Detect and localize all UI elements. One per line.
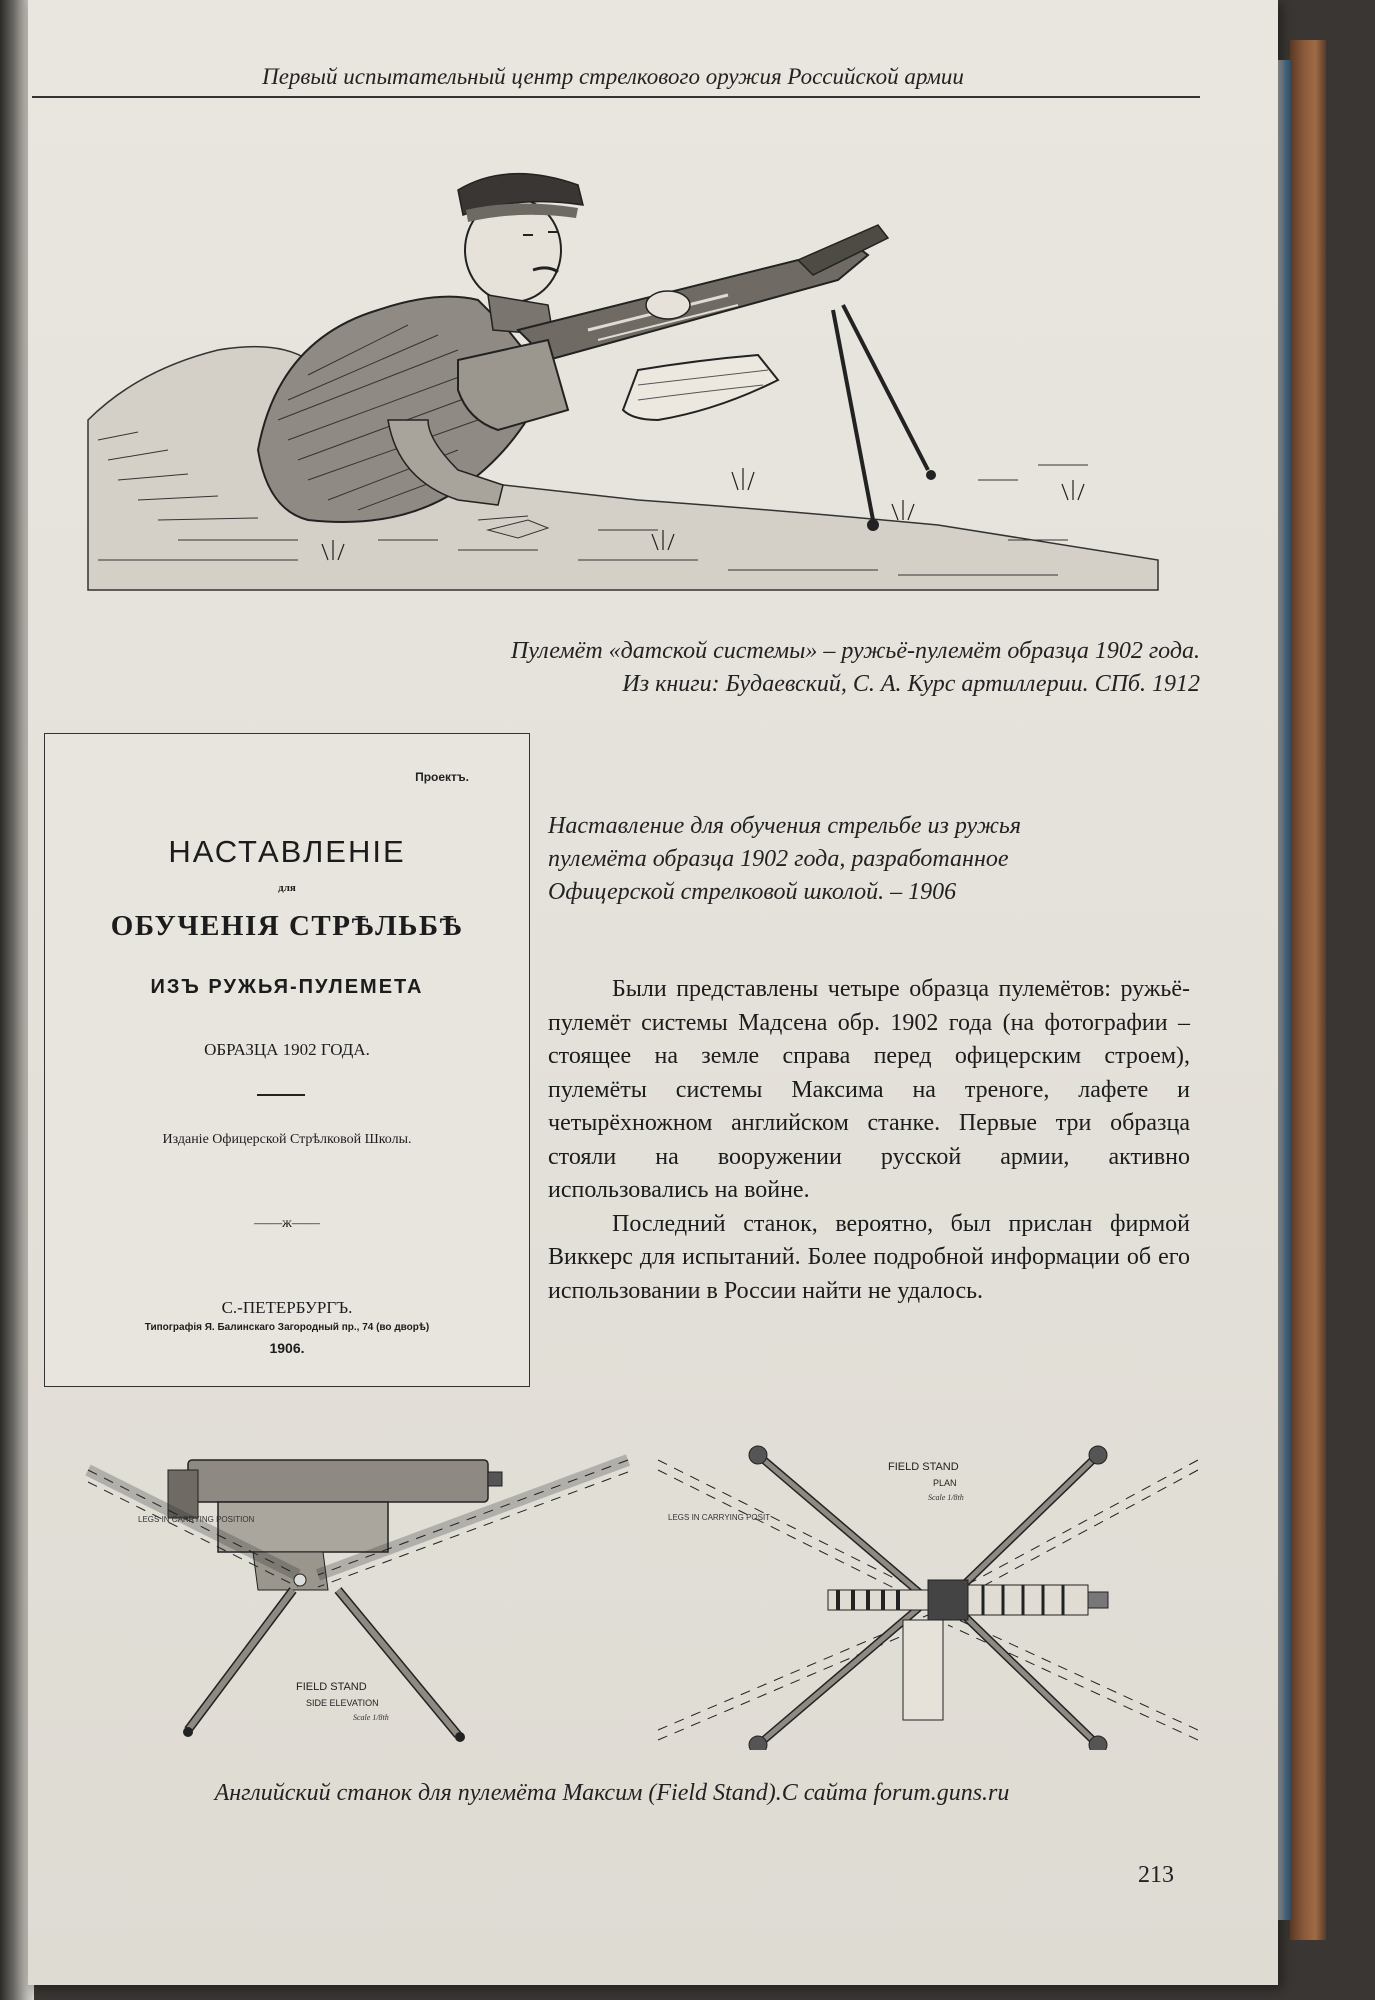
body-text xyxy=(548,973,1190,1308)
cover-year: 1906. xyxy=(269,1340,305,1356)
cover-publisher: Изданіе Офицерской Стрѣлковой Школы. xyxy=(162,1132,412,1147)
right-label-1: FIELD STAND xyxy=(888,1461,959,1473)
manual-caption-line2: пулемёта образца 1902 года, разработанное xyxy=(548,846,1009,872)
left-label-1: FIELD STAND xyxy=(296,1681,367,1693)
top-figure-caption xyxy=(200,635,1200,701)
top-caption-line1: Пулемёт «датской системы» – ружьё-пулемёт образца 1902 года. xyxy=(510,638,1200,664)
manual-caption xyxy=(548,810,1148,909)
bottom-figure-caption: Английский станок для пулемёта Максим (Field Stand).С сайта forum.guns.ru xyxy=(214,1780,1010,1806)
cover-title-line2: для xyxy=(278,882,296,894)
manual-caption-line1: Наставление для обучения стрельбе из ружья xyxy=(548,813,1021,839)
cover-printer: Типографія Я. Балинскаго Загородный пр., 74 (во дворѣ) xyxy=(144,1322,430,1333)
manual-title-page xyxy=(44,733,530,1387)
top-caption-line2: Из книги: Будаевский, С. А. Курс артиллерии. СПб. 1912 xyxy=(622,671,1200,697)
left-label-2: SIDE ELEVATION xyxy=(306,1698,379,1708)
right-scale: Scale 1/8th xyxy=(928,1493,964,1502)
left-legs-note: LEGS IN CARRYING POSITION xyxy=(138,1515,255,1524)
right-label-2: PLAN xyxy=(933,1478,957,1488)
project-mark: Проектъ. xyxy=(415,770,469,784)
cover-title-line4: ИЗЪ РУЖЬЯ-ПУЛЕМЕТА xyxy=(150,976,424,998)
body-paragraph-2: Последний станок, вероятно, был прислан фирмой Виккерс для испытаний. Более подробной информации об его использовании в России найти не удалось. xyxy=(548,1210,1190,1304)
header-rule xyxy=(32,96,1200,98)
field-stand-drawings xyxy=(68,1440,1198,1750)
left-scale: Scale 1/8th xyxy=(353,1713,389,1722)
running-header: Первый испытательный центр стрелкового оружия Российской армии xyxy=(262,64,964,89)
book-page xyxy=(28,0,1278,1985)
cover-rule xyxy=(257,1094,305,1096)
cover-ornament: ——ж—— xyxy=(254,1216,320,1231)
cover-title-line1: НАСТАВЛЕНІЕ xyxy=(168,834,406,869)
madsen-gun-engraving xyxy=(78,120,1168,600)
plan-view-drawing xyxy=(658,1446,1198,1750)
cover-title-line5: ОБРАЗЦА 1902 ГОДА. xyxy=(204,1040,370,1059)
right-legs-note: LEGS IN CARRYING POSIT xyxy=(668,1513,771,1522)
body-paragraph-1: Были представлены четыре образца пулемётов: ружьё-пулемёт системы Мадсена обр. 1902 года (на фотографии – стоящее на земле справа перед офицерским строем), пулемёты системы Максима на треноге, лафете и четырёхножном английском станке. Первые три образца стояли на вооружении русской армии, активно использовались на войне. xyxy=(548,976,1190,1203)
cover-city: С.-ПЕТЕРБУРГЪ. xyxy=(221,1298,353,1317)
manual-caption-line3: Офицерской стрелковой школой. – 1906 xyxy=(548,879,957,905)
page-stack-edge xyxy=(1276,60,1292,1920)
page-number: 213 xyxy=(1138,1862,1174,1888)
book-cover-edge xyxy=(1290,40,1326,1940)
cover-title-line3: ОБУЧЕНІЯ СТРѢЛЬБѢ xyxy=(110,910,464,942)
side-elevation-drawing xyxy=(88,1460,628,1742)
